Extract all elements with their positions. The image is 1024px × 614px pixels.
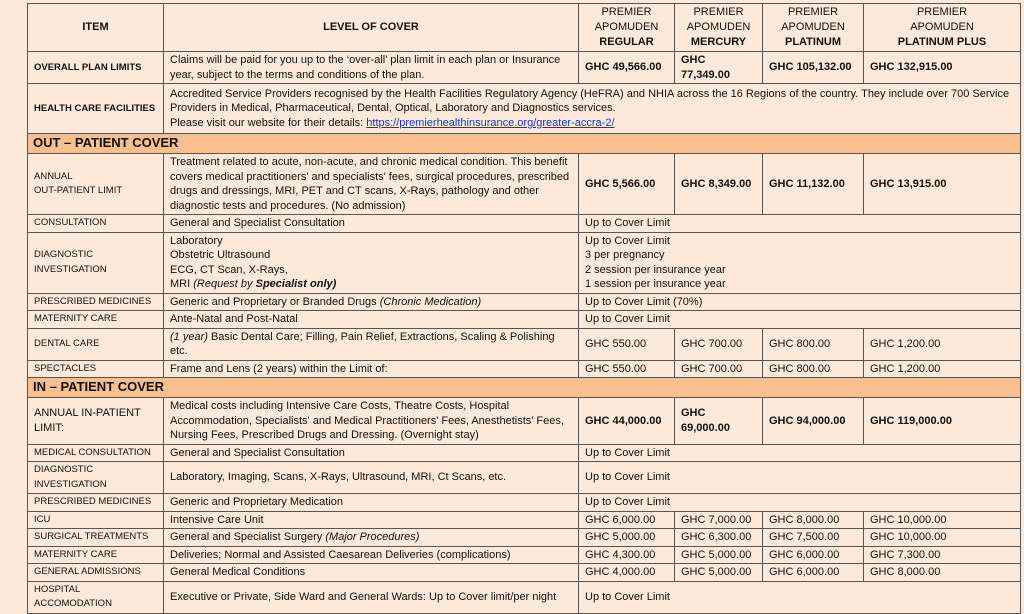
value-cell: GHC 550.00 (579, 328, 675, 360)
value-cell: GHC 94,000.00 (763, 398, 864, 445)
header-plan-regular: PREMIER APOMUDEN REGULAR (579, 4, 675, 52)
table-row (28, 398, 1021, 445)
value-cell: GHC 7,500.00 (763, 529, 864, 547)
row-cover: General and Specialist Consultation (164, 215, 579, 233)
value-cell: GHC 1,200.00 (864, 328, 1021, 360)
row-item: DENTAL CARE (28, 328, 164, 360)
value-cell: GHC 4,300.00 (579, 546, 675, 564)
row-item: MEDICAL CONSULTATION (28, 444, 164, 462)
table-row (28, 511, 1021, 529)
row-cover: General and Specialist Consultation (164, 444, 579, 462)
row-item: DIAGNOSTIC INVESTIGATION (28, 462, 164, 494)
facilities-text: Accredited Service Providers recognised by the Health Facilities Regulatory Agency (HeFRA) and NHIA across the 16 Regions of the country. They include over 700 Service Providers in Medical, Pharmaceutical, Dental, Optical, Laboratory and Diagnostics services. (170, 87, 1010, 115)
value-cell: GHC 119,000.00 (864, 398, 1021, 445)
value-cell: GHC 13,915.00 (864, 154, 1021, 215)
section-title: IN – PATIENT COVER (28, 378, 1021, 398)
value-cell: GHC 44,000.00 (579, 398, 675, 445)
value-cell: GHC 800.00 (763, 328, 864, 360)
header-level: LEVEL OF COVER (164, 4, 579, 52)
section-title: OUT – PATIENT COVER (28, 134, 1021, 154)
table-row (28, 215, 1021, 233)
row-cover: Laboratory, Imaging, Scans, X-Rays, Ultrasound, MRI, Ct Scans, etc. (164, 462, 579, 494)
table-row (28, 84, 1021, 134)
value-cell: Up to Cover Limit (579, 215, 1021, 233)
header-row (28, 4, 1021, 52)
value-cell: GHC 8,349.00 (675, 154, 763, 215)
row-cover: Executive or Private, Side Ward and General Wards: Up to Cover limit/per night (164, 581, 579, 613)
value-cell: Up to Cover Limit (579, 444, 1021, 462)
row-cover: Deliveries; Normal and Assisted Caesarean Deliveries (complications) (164, 546, 579, 564)
table-row (28, 311, 1021, 329)
row-item: DIAGNOSTIC INVESTIGATION (28, 232, 164, 293)
table-row (28, 360, 1021, 378)
row-cover (164, 84, 1021, 134)
table-row (28, 494, 1021, 512)
row-item: SPECTACLES (28, 360, 164, 378)
benefits-table (27, 3, 1021, 614)
value-cell: GHC 10,000.00 (864, 511, 1021, 529)
value-cell: GHC 5,000.00 (675, 564, 763, 582)
row-item: HOSPITAL ACCOMODATION (28, 581, 164, 613)
table-row (28, 546, 1021, 564)
value-cell: GHC 8,000.00 (864, 564, 1021, 582)
row-item: SURGICAL TREATMENTS (28, 529, 164, 547)
value-cell: GHC 700.00 (675, 360, 763, 378)
row-item: PRESCRIBED MEDICINES (28, 293, 164, 311)
row-cover: Medical costs including Intensive Care Costs, Theatre Costs, Hospital Accommodation, Specialists' and Medical Practitioners' Fees, Anesthetists' Fees, Nursing Fees, Prescribed Drugs and Dressing. (Overnight stay) (164, 398, 579, 445)
section-header-outpatient (28, 134, 1021, 154)
value-cell: GHC 4,000.00 (579, 564, 675, 582)
row-item: PRESCRIBED MEDICINES (28, 494, 164, 512)
row-cover: Laboratory Obstetric Ultrasound ECG, CT Scan, X-Rays, MRI (Request by Specialist only) (164, 232, 579, 293)
value-cell: GHC 7,000.00 (675, 511, 763, 529)
row-item: MATERNITY CARE (28, 311, 164, 329)
value-cell: GHC 10,000.00 (864, 529, 1021, 547)
table-row (28, 462, 1021, 494)
row-cover: Frame and Lens (2 years) within the Limit of: (164, 360, 579, 378)
row-item: ANNUAL IN-PATIENT LIMIT: (28, 398, 164, 445)
facilities-visit-text: Please visit our website for their details: (170, 116, 367, 129)
value-cell: GHC 77,349.00 (675, 52, 763, 84)
row-cover: General Medical Conditions (164, 564, 579, 582)
row-cover: Generic and Proprietary Medication (164, 494, 579, 512)
value-cell: GHC 700.00 (675, 328, 763, 360)
value-cell: GHC 69,000.00 (675, 398, 763, 445)
value-cell: Up to Cover Limit (579, 494, 1021, 512)
value-cell: GHC 132,915.00 (864, 52, 1021, 84)
value-cell: Up to Cover Limit (579, 581, 1021, 613)
value-cell: GHC 6,000.00 (763, 564, 864, 582)
row-cover: General and Specialist Surgery (Major Procedures) (164, 529, 579, 547)
table-row (28, 328, 1021, 360)
value-cell: GHC 550.00 (579, 360, 675, 378)
row-cover: Ante-Natal and Post-Natal (164, 311, 579, 329)
header-item: ITEM (28, 4, 164, 52)
row-cover: Treatment related to acute, non-acute, and chronic medical condition. This benefit covers medical practitioners' and specialists' fees, surgical procedures, prescribed drugs and dressings, MRI, PET and CT scans, X-Rays, pathology and other diagnostic tests and procedures. (No admission) (164, 154, 579, 215)
value-cell: GHC 6,300.00 (675, 529, 763, 547)
value-cell: GHC 49,566.00 (579, 52, 675, 84)
value-cell: GHC 6,000.00 (763, 546, 864, 564)
value-cell: GHC 5,000.00 (675, 546, 763, 564)
value-cell: Up to Cover Limit (579, 311, 1021, 329)
value-cell: GHC 7,300.00 (864, 546, 1021, 564)
value-cell: Up to Cover Limit (70%) (579, 293, 1021, 311)
row-item: ICU (28, 511, 164, 529)
header-plan-platinum: PREMIER APOMUDEN PLATINUM (763, 4, 864, 52)
table-row (28, 154, 1021, 215)
value-cell: GHC 6,000.00 (579, 511, 675, 529)
table-row (28, 444, 1021, 462)
row-cover: Claims will be paid for you up to the ‘over-all’ plan limit in each plan or Insurance year, subject to the terms and conditions of the plan. (164, 52, 579, 84)
value-cell: GHC 105,132.00 (763, 52, 864, 84)
row-cover: Generic and Proprietary or Branded Drugs (Chronic Medication) (164, 293, 579, 311)
value-cell: GHC 800.00 (763, 360, 864, 378)
table-row (28, 529, 1021, 547)
value-cell: GHC 5,000.00 (579, 529, 675, 547)
table-row (28, 293, 1021, 311)
value-cell: GHC 8,000.00 (763, 511, 864, 529)
value-cell: GHC 5,566.00 (579, 154, 675, 215)
row-cover: Intensive Care Unit (164, 511, 579, 529)
table-row (28, 581, 1021, 613)
header-plan-mercury: PREMIER APOMUDEN MERCURY (675, 4, 763, 52)
value-cell: Up to Cover Limit 3 per pregnancy 2 session per insurance year 1 session per insurance year (579, 232, 1021, 293)
row-item: OVERALL PLAN LIMITS (28, 52, 164, 84)
website-link[interactable]: https://premierhealthinsurance.org/greater-accra-2/ (366, 116, 615, 129)
table-row (28, 564, 1021, 582)
row-item: CONSULTATION (28, 215, 164, 233)
row-cover: (1 year) Basic Dental Care; Filling, Pain Relief, Extractions, Scaling & Polishing etc. (164, 328, 579, 360)
table-row (28, 232, 1021, 293)
value-cell: Up to Cover Limit (579, 462, 1021, 494)
row-item: ANNUAL OUT-PATIENT LIMIT (28, 154, 164, 215)
header-plan-platinum-plus: PREMIER APOMUDEN PLATINUM PLUS (864, 4, 1021, 52)
table-row (28, 52, 1021, 84)
row-item: MATERNITY CARE (28, 546, 164, 564)
value-cell: GHC 1,200.00 (864, 360, 1021, 378)
section-header-inpatient (28, 378, 1021, 398)
value-cell: GHC 11,132.00 (763, 154, 864, 215)
row-item: HEALTH CARE FACILITIES (28, 84, 164, 134)
row-item: GENERAL ADMISSIONS (28, 564, 164, 582)
